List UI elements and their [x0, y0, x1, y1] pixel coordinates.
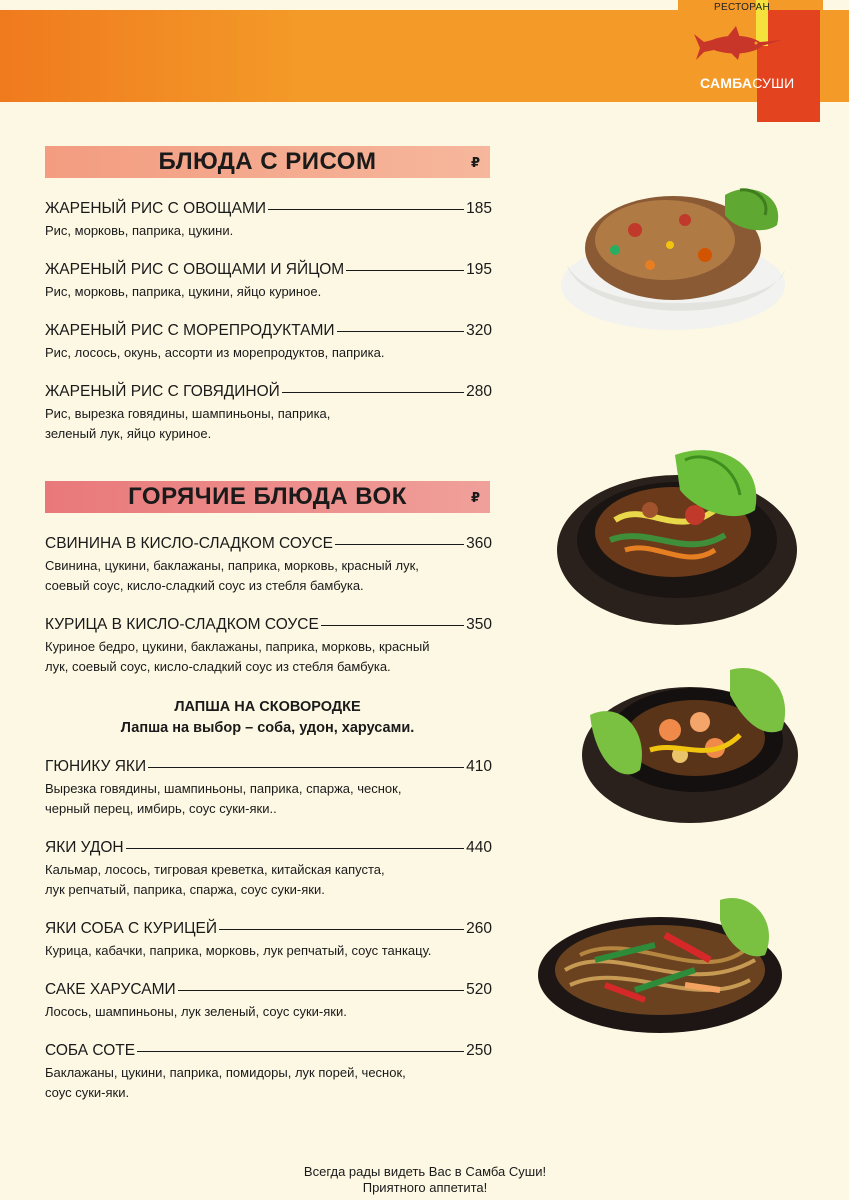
leader-line [268, 209, 464, 210]
section-header-rice [45, 146, 490, 178]
noodle-subtitle: Лапша на выбор – соба, удон, харусами. [120, 720, 415, 736]
header-band [0, 10, 300, 102]
menu-item [45, 535, 492, 596]
noodle-dish-image [535, 890, 785, 1040]
section-title: ГОРЯЧИЕ БЛЮДА ВОК [128, 483, 407, 510]
item-price: 360 [466, 535, 492, 552]
leader-line [178, 990, 464, 991]
menu-item [45, 261, 492, 302]
item-description: соевый соус, кисло-сладкий соус из стебля бамбука. [45, 578, 364, 593]
item-name: ГЮНИКУ ЯКИ [45, 758, 147, 775]
menu-item [45, 1042, 492, 1103]
logo-name [700, 75, 794, 91]
menu-item [45, 200, 492, 241]
item-description: Свинина, цукини, баклажаны, паприка, морковь, красный лук, [45, 558, 419, 573]
item-description: зеленый лук, яйцо куриное. [45, 426, 212, 441]
currency-ruble-icon: ₽ [470, 155, 480, 170]
item-name: СВИНИНА В КИСЛО-СЛАДКОМ СОУСЕ [45, 535, 334, 552]
item-price: 350 [466, 616, 492, 633]
wok-pork-dish-image [555, 440, 800, 630]
item-description: лук репчатый, паприка, спаржа, соус суки-яки. [45, 882, 325, 897]
item-description: Вырезка говядины, шампиньоны, паприка, спаржа, чеснок, [45, 781, 402, 796]
section-header-wok [45, 481, 490, 513]
item-description: Рис, лосось, окунь, ассорти из морепродуктов, паприка. [45, 345, 385, 360]
item-description: Рис, вырезка говядины, шампиньоны, паприка, [45, 406, 331, 421]
leader-line [337, 331, 465, 332]
item-description: Лосось, шампиньоны, лук зеленый, соус суки-яки. [45, 1004, 347, 1019]
noodle-title: ЛАПША НА СКОВОРОДКЕ [174, 699, 361, 715]
leader-line [126, 848, 465, 849]
menu-item [45, 981, 492, 1022]
wok-shrimp-dish-image [560, 660, 800, 830]
item-description: Рис, морковь, паприка, цукини. [45, 223, 234, 238]
currency-ruble-icon: ₽ [470, 490, 480, 505]
item-name: ЯКИ УДОН [45, 839, 124, 856]
menu-item [45, 839, 492, 900]
item-description: лук, соевый соус, кисло-сладкий соус из стебля бамбука. [45, 659, 391, 674]
menu-item [45, 616, 492, 677]
item-price: 250 [466, 1042, 492, 1059]
item-price: 280 [466, 383, 492, 400]
item-description: Баклажаны, цукини, паприка, помидоры, лук порей, чеснок, [45, 1065, 406, 1080]
menu-item [45, 758, 492, 819]
item-description: черный перец, имбирь, соус суки-яки.. [45, 801, 277, 816]
logo-name-samba: САМБА [700, 75, 753, 91]
item-description: Куриное бедро, цукини, баклажаны, паприка, морковь, красный [45, 639, 430, 654]
menu-item [45, 322, 492, 363]
logo-name-sushi: СУШИ [752, 75, 795, 91]
item-description: Кальмар, лосось, тигровая креветка, китайская капуста, [45, 862, 385, 877]
menu-item [45, 383, 492, 444]
item-name: ЖАРЕНЫЙ РИС С ОВОЩАМИ [45, 200, 267, 217]
leader-line [137, 1051, 464, 1052]
logo-caption: РЕСТОРАН [714, 2, 770, 13]
item-price: 410 [466, 758, 492, 775]
leader-line [282, 392, 464, 393]
menu-item [45, 920, 492, 961]
item-name: СОБА СОТЕ [45, 1042, 136, 1059]
leader-line [148, 767, 464, 768]
fried-rice-dish-image [555, 170, 795, 345]
item-price: 260 [466, 920, 492, 937]
item-description: Курица, кабачки, паприка, морковь, лук репчатый, соус танкацу. [45, 943, 432, 958]
section-title: БЛЮДА С РИСОМ [158, 148, 377, 175]
item-name: КУРИЦА В КИСЛО-СЛАДКОМ СОУСЕ [45, 616, 319, 633]
item-name: ЯКИ СОБА С КУРИЦЕЙ [45, 920, 218, 937]
item-price: 320 [466, 322, 492, 339]
leader-line [346, 270, 464, 271]
item-description: Рис, морковь, паприка, цукини, яйцо куриное. [45, 284, 322, 299]
item-name: ЖАРЕНЫЙ РИС С МОРЕПРОДУКТАМИ [45, 322, 335, 339]
footer-line-1: Всегда рады видеть Вас в Самба Суши! [303, 1164, 547, 1179]
item-name: ЖАРЕНЫЙ РИС С ОВОЩАМИ И ЯЙЦОМ [45, 261, 345, 278]
swordfish-logo-icon [690, 20, 785, 70]
item-price: 195 [466, 261, 492, 278]
leader-line [335, 544, 464, 545]
item-price: 520 [466, 981, 492, 998]
leader-line [321, 625, 464, 626]
item-price: 185 [466, 200, 492, 217]
item-price: 440 [466, 839, 492, 856]
item-name: ЖАРЕНЫЙ РИС С ГОВЯДИНОЙ [45, 383, 280, 400]
footer-line-2: Приятного аппетита! [362, 1180, 488, 1195]
item-name: САКЕ ХАРУСАМИ [45, 981, 176, 998]
leader-line [219, 929, 464, 930]
item-description: соус суки-яки. [45, 1085, 130, 1100]
